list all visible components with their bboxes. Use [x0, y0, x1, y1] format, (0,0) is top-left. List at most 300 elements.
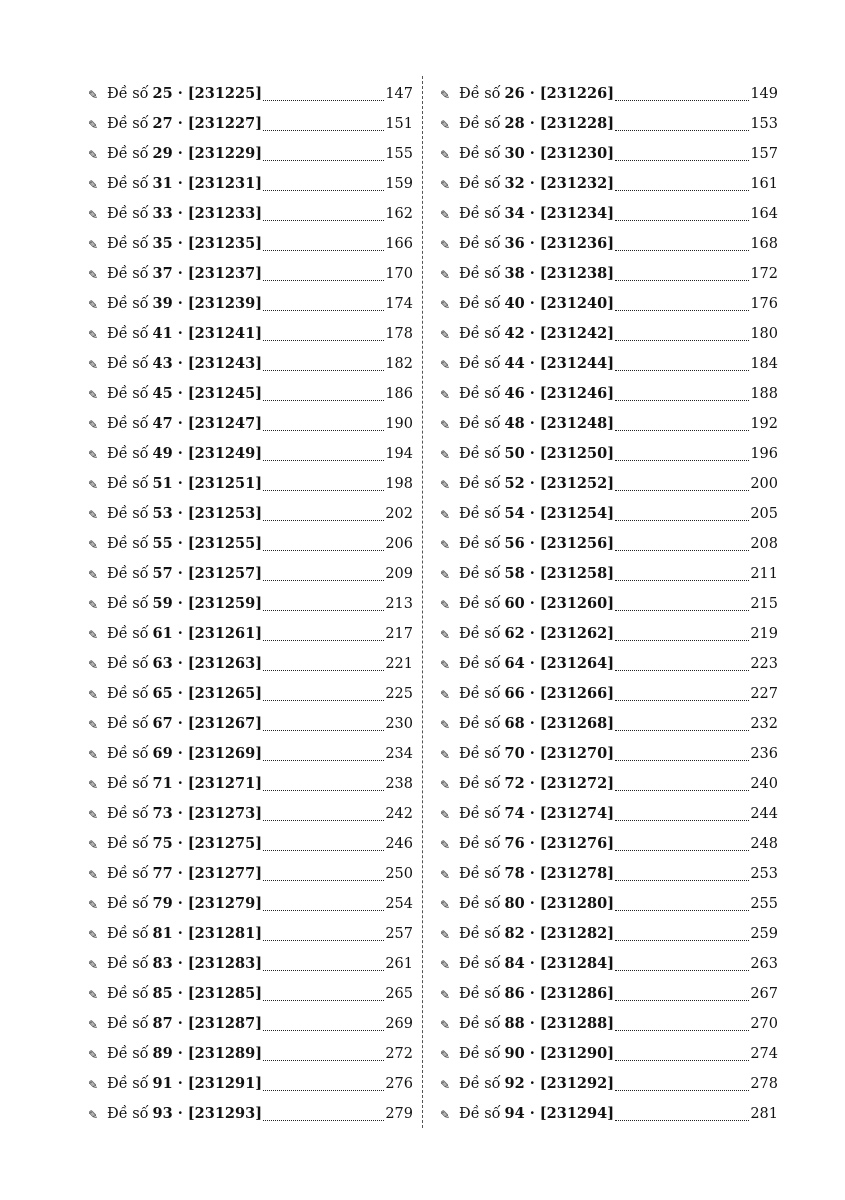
toc-entry[interactable] [440, 79, 778, 109]
pencil-icon: ✎ [440, 898, 451, 912]
entry-number: 48 [504, 415, 525, 432]
entry-prefix: Đề số [107, 926, 149, 942]
toc-entry[interactable] [88, 349, 413, 379]
toc-entry[interactable] [88, 829, 413, 859]
pencil-icon: ✎ [440, 1078, 451, 1092]
entry-code: [231269] [187, 745, 263, 762]
toc-entry[interactable] [440, 469, 778, 499]
entry-page-number: 219 [750, 626, 778, 642]
dot-leader [263, 310, 384, 311]
entry-separator: · [529, 235, 535, 252]
dot-leader [263, 730, 384, 731]
entry-code: [231241] [187, 325, 263, 342]
dot-leader [615, 1060, 749, 1061]
toc-entry[interactable] [88, 1039, 413, 1069]
toc-entry[interactable] [88, 439, 413, 469]
entry-page-number: 162 [385, 206, 413, 222]
entry-page-number: 186 [385, 386, 413, 402]
entry-code: [231254] [539, 505, 615, 522]
entry-separator: · [177, 145, 183, 162]
dot-leader [263, 370, 384, 371]
entry-prefix: Đề số [107, 476, 149, 492]
entry-code: [231265] [187, 685, 263, 702]
entry-number: 86 [504, 985, 525, 1002]
entry-page-number: 159 [385, 176, 413, 192]
entry-separator: · [177, 115, 183, 132]
entry-number: 71 [152, 775, 173, 792]
entry-code: [231282] [539, 925, 615, 942]
entry-prefix: Đề số [107, 716, 149, 732]
toc-entry[interactable] [88, 769, 413, 799]
entry-separator: · [177, 265, 183, 282]
entry-number: 65 [152, 685, 173, 702]
entry-separator: · [177, 415, 183, 432]
entry-separator: · [177, 385, 183, 402]
entry-number: 43 [152, 355, 173, 372]
dot-leader [615, 340, 749, 341]
toc-entry[interactable] [88, 289, 413, 319]
toc-entry[interactable] [88, 739, 413, 769]
entry-page-number: 155 [385, 146, 413, 162]
entry-separator: · [177, 715, 183, 732]
toc-entry[interactable] [440, 949, 778, 979]
toc-entry[interactable] [440, 529, 778, 559]
entry-prefix: Đề số [107, 806, 149, 822]
dot-leader [615, 550, 749, 551]
toc-entry[interactable] [440, 709, 778, 739]
entry-number: 89 [152, 1045, 173, 1062]
entry-code: [231264] [539, 655, 615, 672]
dot-leader [615, 940, 749, 941]
toc-entry[interactable] [88, 1099, 413, 1129]
dot-leader [263, 820, 384, 821]
entry-separator: · [529, 745, 535, 762]
entry-page-number: 188 [750, 386, 778, 402]
entry-page-number: 182 [385, 356, 413, 372]
entry-code: [231272] [539, 775, 615, 792]
toc-entry[interactable] [440, 829, 778, 859]
toc-entry[interactable] [88, 139, 413, 169]
entry-number: 79 [152, 895, 173, 912]
entry-number: 54 [504, 505, 525, 522]
toc-entry[interactable] [88, 649, 413, 679]
entry-page-number: 259 [750, 926, 778, 942]
dot-leader [263, 460, 384, 461]
entry-number: 82 [504, 925, 525, 942]
entry-page-number: 265 [385, 986, 413, 1002]
dot-leader [263, 1060, 384, 1061]
entry-page-number: 178 [385, 326, 413, 342]
entry-separator: · [529, 1015, 535, 1032]
toc-entry[interactable] [88, 169, 413, 199]
pencil-icon: ✎ [440, 178, 451, 192]
entry-code: [231255] [187, 535, 263, 552]
entry-number: 73 [152, 805, 173, 822]
toc-entry[interactable] [88, 259, 413, 289]
entry-page-number: 166 [385, 236, 413, 252]
entry-prefix: Đề số [107, 566, 149, 582]
entry-page-number: 274 [750, 1046, 778, 1062]
entry-prefix: Đề số [107, 386, 149, 402]
toc-entry[interactable] [88, 679, 413, 709]
toc-entry[interactable] [440, 319, 778, 349]
entry-page-number: 236 [750, 746, 778, 762]
dot-leader [263, 550, 384, 551]
dot-leader [263, 430, 384, 431]
entry-prefix: Đề số [107, 206, 149, 222]
entry-number: 76 [504, 835, 525, 852]
entry-number: 27 [152, 115, 173, 132]
entry-number: 75 [152, 835, 173, 852]
entry-number: 31 [152, 175, 173, 192]
entry-prefix: Đề số [459, 596, 501, 612]
entry-number: 30 [504, 145, 525, 162]
entry-code: [231247] [187, 415, 263, 432]
pencil-icon: ✎ [88, 778, 99, 792]
entry-prefix: Đề số [459, 896, 501, 912]
toc-entry[interactable] [440, 169, 778, 199]
entry-prefix: Đề số [459, 386, 501, 402]
entry-code: [231266] [539, 685, 615, 702]
entry-code: [231256] [539, 535, 615, 552]
dot-leader [263, 670, 384, 671]
entry-number: 47 [152, 415, 173, 432]
dot-leader [615, 970, 749, 971]
entry-separator: · [529, 685, 535, 702]
pencil-icon: ✎ [88, 1048, 99, 1062]
dot-leader [615, 460, 749, 461]
entry-separator: · [177, 355, 183, 372]
toc-entry[interactable] [440, 619, 778, 649]
entry-separator: · [529, 655, 535, 672]
toc-entry[interactable] [440, 979, 778, 1009]
entry-page-number: 232 [750, 716, 778, 732]
toc-entry[interactable] [440, 1069, 778, 1099]
entry-separator: · [529, 835, 535, 852]
entry-code: [231240] [539, 295, 615, 312]
entry-prefix: Đề số [459, 146, 501, 162]
entry-separator: · [529, 385, 535, 402]
entry-separator: · [177, 1045, 183, 1062]
toc-entry[interactable] [440, 679, 778, 709]
toc-entry[interactable] [88, 799, 413, 829]
toc-entry[interactable] [88, 499, 413, 529]
entry-separator: · [177, 565, 183, 582]
toc-entry[interactable] [88, 199, 413, 229]
toc-entry[interactable] [440, 379, 778, 409]
column-divider [422, 76, 423, 1128]
toc-entry[interactable] [88, 919, 413, 949]
entry-separator: · [177, 1075, 183, 1092]
entry-code: [231253] [187, 505, 263, 522]
pencil-icon: ✎ [88, 508, 99, 522]
toc-entry[interactable] [440, 409, 778, 439]
toc-entry[interactable] [88, 949, 413, 979]
toc-entry[interactable] [88, 529, 413, 559]
entry-page-number: 151 [385, 116, 413, 132]
entry-page-number: 217 [385, 626, 413, 642]
toc-entry[interactable] [440, 259, 778, 289]
toc-entry[interactable] [440, 499, 778, 529]
toc-entry[interactable] [440, 199, 778, 229]
toc-entry[interactable] [440, 799, 778, 829]
entry-number: 85 [152, 985, 173, 1002]
toc-entry[interactable] [88, 589, 413, 619]
entry-prefix: Đề số [107, 536, 149, 552]
toc-entry[interactable] [88, 1009, 413, 1039]
toc-entry[interactable] [440, 229, 778, 259]
toc-entry[interactable] [88, 109, 413, 139]
toc-entry[interactable] [440, 1099, 778, 1129]
toc-entry[interactable] [440, 1039, 778, 1069]
entry-number: 36 [504, 235, 525, 252]
pencil-icon: ✎ [440, 148, 451, 162]
pencil-icon: ✎ [88, 808, 99, 822]
pencil-icon: ✎ [440, 928, 451, 942]
entry-page-number: 276 [385, 1076, 413, 1092]
dot-leader [263, 220, 384, 221]
entry-code: [231278] [539, 865, 615, 882]
entry-page-number: 215 [750, 596, 778, 612]
toc-entry[interactable] [88, 619, 413, 649]
entry-page-number: 147 [385, 86, 413, 102]
entry-code: [231230] [539, 145, 615, 162]
pencil-icon: ✎ [440, 208, 451, 222]
entry-code: [231292] [539, 1075, 615, 1092]
toc-entry[interactable] [88, 979, 413, 1009]
pencil-icon: ✎ [88, 958, 99, 972]
entry-separator: · [177, 445, 183, 462]
entry-code: [231279] [187, 895, 263, 912]
entry-code: [231268] [539, 715, 615, 732]
pencil-icon: ✎ [88, 178, 99, 192]
entry-code: [231283] [187, 955, 263, 972]
entry-number: 35 [152, 235, 173, 252]
entry-page-number: 238 [385, 776, 413, 792]
entry-prefix: Đề số [107, 356, 149, 372]
dot-leader [263, 130, 384, 131]
entry-page-number: 248 [750, 836, 778, 852]
entry-separator: · [529, 355, 535, 372]
dot-leader [615, 1090, 749, 1091]
toc-entry[interactable] [88, 859, 413, 889]
entry-number: 67 [152, 715, 173, 732]
entry-prefix: Đề số [107, 146, 149, 162]
pencil-icon: ✎ [440, 298, 451, 312]
entry-prefix: Đề số [107, 626, 149, 642]
entry-number: 84 [504, 955, 525, 972]
toc-entry[interactable] [440, 889, 778, 919]
pencil-icon: ✎ [440, 778, 451, 792]
pencil-icon: ✎ [88, 748, 99, 762]
entry-separator: · [177, 985, 183, 1002]
entry-separator: · [529, 325, 535, 342]
entry-separator: · [529, 955, 535, 972]
entry-page-number: 168 [750, 236, 778, 252]
entry-prefix: Đề số [107, 896, 149, 912]
dot-leader [263, 700, 384, 701]
toc-entry[interactable] [88, 559, 413, 589]
entry-number: 93 [152, 1105, 173, 1122]
entry-code: [231239] [187, 295, 263, 312]
entry-number: 88 [504, 1015, 525, 1032]
entry-prefix: Đề số [107, 956, 149, 972]
pencil-icon: ✎ [88, 1078, 99, 1092]
entry-number: 59 [152, 595, 173, 612]
entry-code: [231280] [539, 895, 615, 912]
entry-code: [231245] [187, 385, 263, 402]
entry-code: [231238] [539, 265, 615, 282]
entry-code: [231263] [187, 655, 263, 672]
entry-prefix: Đề số [459, 776, 501, 792]
pencil-icon: ✎ [440, 358, 451, 372]
pencil-icon: ✎ [440, 268, 451, 282]
entry-code: [231237] [187, 265, 263, 282]
entry-code: [231273] [187, 805, 263, 822]
toc-entry[interactable] [440, 739, 778, 769]
entry-number: 40 [504, 295, 525, 312]
toc-entry[interactable] [440, 559, 778, 589]
pencil-icon: ✎ [88, 418, 99, 432]
entry-prefix: Đề số [459, 356, 501, 372]
entry-separator: · [177, 955, 183, 972]
toc-entry[interactable] [440, 649, 778, 679]
entry-prefix: Đề số [459, 836, 501, 852]
entry-page-number: 254 [385, 896, 413, 912]
pencil-icon: ✎ [88, 388, 99, 402]
toc-entry[interactable] [88, 409, 413, 439]
pencil-icon: ✎ [440, 88, 451, 102]
entry-prefix: Đề số [459, 656, 501, 672]
entry-prefix: Đề số [459, 1016, 501, 1032]
dot-leader [263, 160, 384, 161]
toc-entry[interactable] [440, 859, 778, 889]
dot-leader [615, 820, 749, 821]
toc-entry[interactable] [88, 889, 413, 919]
pencil-icon: ✎ [88, 568, 99, 582]
toc-entry[interactable] [88, 469, 413, 499]
dot-leader [263, 100, 384, 101]
entry-code: [231271] [187, 775, 263, 792]
toc-entry[interactable] [440, 289, 778, 319]
entry-number: 45 [152, 385, 173, 402]
entry-page-number: 192 [750, 416, 778, 432]
entry-separator: · [529, 535, 535, 552]
entry-number: 34 [504, 205, 525, 222]
entry-prefix: Đề số [459, 926, 501, 942]
entry-number: 33 [152, 205, 173, 222]
pencil-icon: ✎ [88, 598, 99, 612]
entry-separator: · [177, 505, 183, 522]
entry-code: [231260] [539, 595, 615, 612]
entry-prefix: Đề số [107, 746, 149, 762]
entry-code: [231242] [539, 325, 615, 342]
entry-page-number: 208 [750, 536, 778, 552]
toc-entry[interactable] [440, 769, 778, 799]
pencil-icon: ✎ [440, 118, 451, 132]
entry-number: 39 [152, 295, 173, 312]
pencil-icon: ✎ [440, 1018, 451, 1032]
pencil-icon: ✎ [440, 508, 451, 522]
toc-entry[interactable] [88, 379, 413, 409]
dot-leader [615, 190, 749, 191]
dot-leader [263, 850, 384, 851]
toc-entry[interactable] [440, 1009, 778, 1039]
toc-entry[interactable] [440, 349, 778, 379]
entry-number: 72 [504, 775, 525, 792]
toc-entry[interactable] [88, 229, 413, 259]
dot-leader [263, 760, 384, 761]
pencil-icon: ✎ [88, 298, 99, 312]
entry-number: 60 [504, 595, 525, 612]
pencil-icon: ✎ [440, 838, 451, 852]
pencil-icon: ✎ [88, 928, 99, 942]
entry-separator: · [529, 925, 535, 942]
entry-page-number: 234 [385, 746, 413, 762]
dot-leader [615, 130, 749, 131]
entry-number: 29 [152, 145, 173, 162]
entry-page-number: 253 [750, 866, 778, 882]
entry-prefix: Đề số [459, 296, 501, 312]
pencil-icon: ✎ [88, 898, 99, 912]
dot-leader [615, 1030, 749, 1031]
entry-separator: · [177, 805, 183, 822]
toc-entry[interactable] [88, 79, 413, 109]
entry-number: 66 [504, 685, 525, 702]
entry-prefix: Đề số [459, 866, 501, 882]
toc-entry[interactable] [88, 319, 413, 349]
entry-number: 32 [504, 175, 525, 192]
entry-code: [231259] [187, 595, 263, 612]
toc-entry[interactable] [88, 709, 413, 739]
entry-separator: · [529, 1075, 535, 1092]
entry-prefix: Đề số [459, 536, 501, 552]
pencil-icon: ✎ [88, 328, 99, 342]
toc-column-left [88, 79, 413, 1129]
dot-leader [615, 1000, 749, 1001]
pencil-icon: ✎ [440, 238, 451, 252]
entry-page-number: 223 [750, 656, 778, 672]
toc-entry[interactable] [440, 139, 778, 169]
entry-code: [231243] [187, 355, 263, 372]
entry-page-number: 180 [750, 326, 778, 342]
toc-entry[interactable] [440, 919, 778, 949]
pencil-icon: ✎ [440, 1108, 451, 1122]
toc-entry[interactable] [440, 439, 778, 469]
entry-code: [231258] [539, 565, 615, 582]
entry-prefix: Đề số [459, 266, 501, 282]
dot-leader [263, 940, 384, 941]
entry-number: 44 [504, 355, 525, 372]
entry-prefix: Đề số [107, 506, 149, 522]
entry-prefix: Đề số [459, 86, 501, 102]
toc-entry[interactable] [88, 1069, 413, 1099]
entry-page-number: 164 [750, 206, 778, 222]
entry-code: [231270] [539, 745, 615, 762]
entry-page-number: 272 [385, 1046, 413, 1062]
entry-separator: · [177, 235, 183, 252]
toc-entry[interactable] [440, 589, 778, 619]
dot-leader [615, 490, 749, 491]
dot-leader [615, 670, 749, 671]
entry-number: 51 [152, 475, 173, 492]
entry-separator: · [177, 655, 183, 672]
entry-code: [231246] [539, 385, 615, 402]
toc-entry[interactable] [440, 109, 778, 139]
entry-separator: · [529, 565, 535, 582]
entry-number: 78 [504, 865, 525, 882]
pencil-icon: ✎ [88, 1108, 99, 1122]
